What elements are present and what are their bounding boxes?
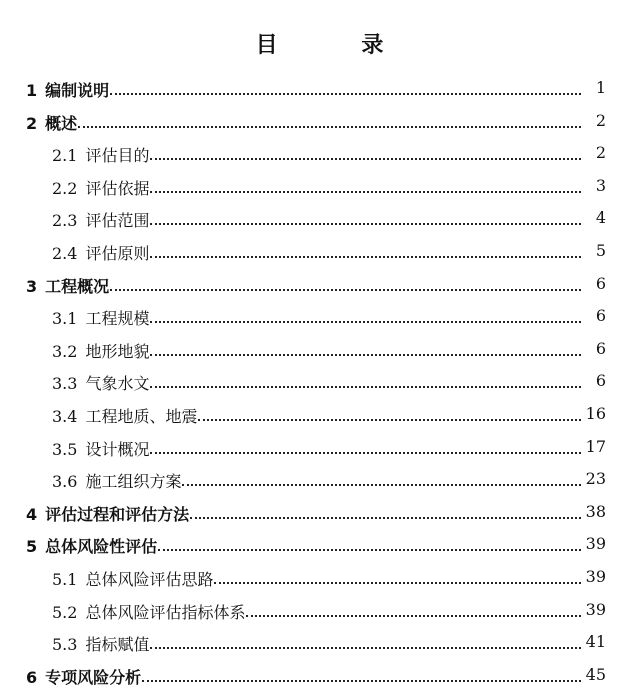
dot-leader	[150, 191, 581, 193]
dot-leader	[190, 517, 581, 519]
toc-entry-number: 3.2	[52, 341, 78, 361]
toc-entry-page: 2	[595, 110, 606, 130]
dot-leader	[78, 126, 581, 128]
toc-entry[interactable]	[0, 534, 639, 558]
toc-entry-title: 设计概况	[85, 439, 150, 459]
toc-entry-number: 5.1	[52, 570, 78, 589]
toc-entry-page: 39	[585, 534, 606, 554]
dot-leader	[150, 321, 581, 323]
toc-entry-number: 3.4	[52, 407, 78, 426]
toc-entry-page: 38	[585, 501, 606, 521]
dot-leader	[214, 582, 581, 584]
toc-entry-number: 2.2	[52, 178, 78, 198]
toc-entry-page: 6	[595, 338, 606, 358]
toc-entry-number: 1	[26, 81, 38, 100]
toc-entry-number: 3	[26, 276, 38, 296]
toc-entry[interactable]	[0, 502, 639, 526]
toc-entry[interactable]	[0, 176, 639, 200]
toc-entry[interactable]	[0, 371, 639, 395]
toc-entry[interactable]	[0, 567, 639, 591]
toc-entry-number: 6	[26, 667, 38, 687]
toc-entry-page: 17	[585, 436, 606, 456]
toc-entry-number: 3.1	[52, 309, 78, 329]
toc-entry[interactable]	[0, 208, 639, 232]
toc-entry-number: 4	[26, 504, 38, 524]
toc-entry-title: 工程地质、地震	[85, 407, 198, 426]
dot-leader	[150, 452, 581, 454]
toc-entry-title: 地形地貌	[85, 341, 150, 361]
toc-entry-title: 总体风险评估指标体系	[85, 602, 246, 622]
dot-leader	[110, 289, 581, 291]
dot-leader	[150, 158, 581, 160]
toc-entry-page: 39	[585, 599, 606, 619]
toc-entry-title: 气象水文	[85, 374, 150, 394]
toc-entry-title: 工程规模	[85, 309, 150, 329]
toc-entry[interactable]	[0, 437, 639, 461]
toc-entry-number: 3.5	[52, 439, 78, 459]
toc-entry-number: 2.1	[52, 146, 78, 166]
toc-entry-page: 4	[595, 208, 606, 228]
dot-leader	[158, 549, 581, 551]
toc-entry-number: 2.3	[52, 211, 78, 231]
toc-entry[interactable]	[0, 111, 639, 135]
toc-entry-number: 3.6	[52, 472, 78, 492]
dot-leader	[150, 647, 581, 649]
toc-entry-title: 评估原则	[85, 244, 150, 263]
toc-entry-title: 评估过程和评估方法	[45, 504, 190, 524]
dot-leader	[150, 223, 581, 225]
toc-entry[interactable]	[0, 241, 639, 265]
toc-entry-title: 评估依据	[85, 178, 150, 198]
toc-entry-number: 3.3	[52, 374, 78, 394]
dot-leader	[142, 680, 581, 682]
toc-title: 目 录	[255, 33, 422, 58]
toc-entry-title: 指标赋值	[85, 635, 150, 655]
toc-entry[interactable]	[0, 600, 639, 624]
toc-entry[interactable]	[0, 274, 639, 298]
toc-entry-title: 概述	[45, 113, 78, 133]
toc-entry[interactable]	[0, 78, 639, 102]
toc-entry-page: 2	[595, 143, 606, 163]
dot-leader	[150, 256, 581, 258]
toc-entry-title: 工程概况	[45, 276, 110, 296]
toc-entry-page: 5	[595, 241, 606, 260]
toc-entry-number: 5.2	[52, 602, 78, 622]
toc-entry-page: 3	[595, 175, 606, 195]
toc-entry-page: 6	[595, 273, 606, 293]
dot-leader	[150, 386, 581, 388]
toc-entry-title: 施工组织方案	[85, 472, 182, 492]
toc-entry-page: 6	[595, 371, 606, 391]
toc-entry-page: 45	[585, 664, 606, 684]
dot-leader	[150, 354, 581, 356]
toc-entry-title: 评估范围	[85, 211, 150, 231]
toc-entry[interactable]	[0, 469, 639, 493]
toc-entry[interactable]	[0, 404, 639, 428]
toc-entry-page: 1	[595, 78, 606, 97]
toc-entry-number: 5.3	[52, 635, 78, 655]
dot-leader	[110, 93, 581, 95]
toc-entry-title: 编制说明	[45, 81, 110, 100]
toc-entry-number: 5	[26, 537, 38, 557]
toc-entry-page: 41	[585, 632, 606, 652]
toc-entry-title: 专项风险分析	[45, 667, 142, 687]
toc-entry[interactable]	[0, 306, 639, 330]
toc-entry-page: 39	[585, 567, 606, 586]
toc-entry-title: 总体风险评估思路	[85, 570, 214, 589]
toc-entry-page: 16	[585, 404, 606, 423]
toc-entry[interactable]	[0, 632, 639, 656]
toc-entry-number: 2	[26, 113, 38, 133]
toc-entry[interactable]	[0, 665, 639, 689]
toc-entry-page: 23	[585, 469, 606, 489]
toc-entry-title: 评估目的	[85, 146, 150, 166]
toc-entry[interactable]	[0, 143, 639, 167]
toc-entry-title: 总体风险性评估	[45, 537, 158, 557]
toc-entry-number: 2.4	[52, 244, 78, 263]
dot-leader	[182, 484, 581, 486]
toc-entry[interactable]	[0, 339, 639, 363]
toc-entry-page: 6	[595, 306, 606, 326]
dot-leader	[198, 419, 581, 421]
dot-leader	[246, 615, 581, 617]
